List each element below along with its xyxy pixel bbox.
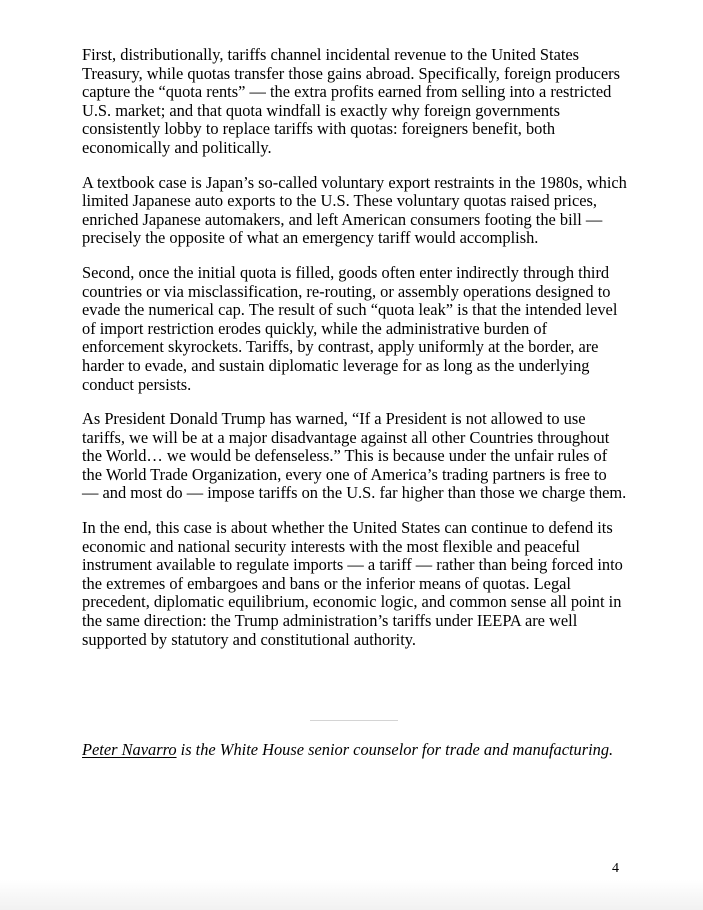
paragraph-tariffs-vs-quotas-distribution: First, distributionally, tariffs channel incidental revenue to the United States Treasury, while quotas transfer those gains abroad. Specifically, foreign producers capture the “quota rents” — the extra profits earned from selling into a restricted U.S. market; and that quota windfall is exactly why foreign governments consistently lobby to replace tariffs with quotas: foreigners benefit, both economically and politically.	[82, 45, 621, 157]
author-byline	[82, 741, 627, 760]
paragraph-trump-quote: As President Donald Trump has warned, “If a President is not allowed to use tariffs, we will be at a major disadvantage against all other Countries throughout the World… we would be defenseless.” This is because under the unfair rules of the World Trade Organization, every one of America’s trading partners is free to — and most do — impose tariffs on the U.S. far higher than those we charge them.	[82, 409, 627, 503]
paragraph-conclusion: In the end, this case is about whether the United States can continue to defend its economic and national security interests with the most flexible and peaceful instrument available to regulate imports — a tariff — rather than being forced into the extremes of embargoes and bans or the inferior means of quotas. Legal precedent, diplomatic equilibrium, economic logic, and common sense all point in the same direction: the Trump administration’s tariffs under IEEPA are well supported by statutory and constitutional authority.	[82, 518, 623, 649]
page-number: 4	[612, 861, 619, 876]
paragraph-quota-leak: Second, once the initial quota is filled, goods often enter indirectly through third countries or via misclassification, re-routing, or assembly operations designed to evade the numerical cap. The result of such “quota leak” is that the intended level of import restriction erodes quickly, while the administrative burden of enforcement skyrockets. Tariffs, by contrast, apply uniformly at the border, are harder to evade, and sustain diplomatic leverage for as long as the underlying conduct persists.	[82, 262, 618, 394]
article-body	[82, 46, 627, 649]
author-name-link[interactable]: Peter Navarro	[82, 740, 177, 759]
author-description: is the White House senior counselor for trade and manufacturing.	[176, 740, 614, 759]
paragraph-japan-export-restraints: A textbook case is Japan’s so-called voluntary export restraints in the 1980s, which limited Japanese auto exports to the U.S. These voluntary quotas raised prices, enriched Japanese automakers, and left American consumers footing the bill — precisely the opposite of what an emergency tariff would accomplish.	[82, 172, 627, 248]
section-divider	[310, 720, 398, 721]
